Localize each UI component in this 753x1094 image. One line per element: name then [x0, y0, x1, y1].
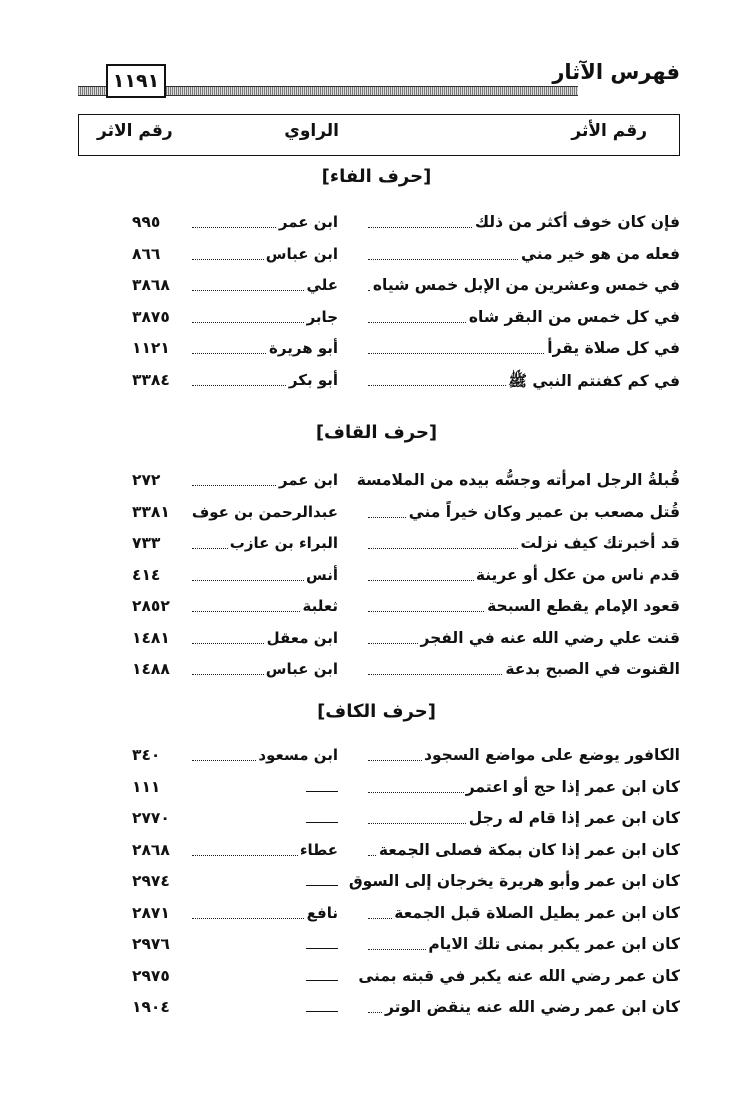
entry-narrator: البراء بن عازب: [229, 534, 338, 552]
entry-narrator: نافع: [306, 903, 338, 922]
section-heading: [حرف الفاء]: [321, 166, 432, 187]
entry-number: ٢٨٦٨: [132, 840, 170, 859]
entry-narrator: ابن عمر: [278, 471, 338, 489]
entry-number: ٣٨٦٨: [132, 276, 170, 294]
entry-narrator: ابن معقل: [266, 628, 338, 647]
entry-number: ١٤٨٨: [132, 660, 170, 678]
index-entry: [78, 838, 680, 866]
entry-number: ١١١: [132, 777, 161, 796]
column-header-number: رقم الاثر: [97, 121, 173, 141]
index-entry: [78, 743, 680, 771]
entry-number: ٢٨٧١: [132, 903, 170, 922]
entry-text: كان ابن عمر إذا حج أو اعتمر: [465, 777, 680, 796]
entry-text: كان ابن عمر رضي الله عنه ينقض الوتر: [384, 998, 680, 1016]
entry-number: ٢٨٥٢: [132, 597, 170, 615]
column-header-row: [78, 114, 680, 156]
page-header: [78, 56, 680, 98]
entry-text: في كل خمس من البقر شاه: [468, 307, 680, 326]
index-entry: [78, 964, 680, 992]
entry-number: ٩٩٥: [132, 213, 161, 231]
entry-narrator: أبو هريرة: [269, 339, 338, 357]
index-entry: [78, 563, 680, 591]
entry-number: ٢٩٧٦: [132, 935, 170, 953]
entry-text: قُتل مصعب بن عمير وكان خيراً مني: [408, 502, 680, 521]
page-number: ١١٩١: [106, 64, 166, 98]
section-heading: [حرف الكاف]: [317, 701, 436, 722]
same-narrator-dash: [306, 980, 338, 981]
entry-narrator: ابن مسعود: [258, 746, 338, 764]
entry-number: ٧٣٣: [132, 534, 161, 552]
running-title: فهرس الآثار: [552, 60, 680, 84]
entry-number: ٢٩٧٤: [132, 872, 170, 890]
entry-text: كان ابن عمر وأبو هريرة يخرجان إلى السوق: [348, 872, 680, 890]
entry-number: ٣٣٨٤: [132, 370, 170, 389]
entry-text: قعود الإمام يقطع السبحة: [487, 597, 680, 615]
entry-number: ٢٩٧٥: [132, 966, 170, 985]
entry-narrator: عطاء: [299, 840, 338, 859]
entry-narrator: ثعلبة: [302, 597, 338, 615]
entry-number: ١١٢١: [132, 339, 170, 357]
entry-number: ٣٣٨١: [132, 502, 170, 521]
index-entry: [78, 468, 680, 496]
index-entry: [78, 273, 680, 301]
index-entry: [78, 210, 680, 238]
entry-text: فعله من هو خير مني: [521, 244, 680, 263]
entry-text: قدم ناس من عكل أو عرينة: [475, 565, 680, 584]
entry-narrator: عبدالرحمن بن عوف: [191, 502, 338, 521]
entry-text: قُبلةُ الرجل امرأته وجسُّه بيده من الملامسة: [356, 471, 680, 489]
entry-number: ٤١٤: [132, 565, 161, 584]
index-entry: [78, 657, 680, 685]
index-entry: [78, 368, 680, 396]
entry-text: قد أخبرتك كيف نزلت: [520, 534, 680, 552]
index-entry: [78, 500, 680, 528]
entry-text: القنوت في الصبح بدعة: [505, 660, 680, 678]
entry-text: كان ابن عمر إذا قام له رجل: [468, 809, 680, 827]
index-entry: [78, 305, 680, 333]
entry-narrator: ابن عباس: [265, 660, 338, 678]
entry-text: قنت علي رضي الله عنه في الفجر: [420, 628, 680, 647]
entry-narrator: أنس: [306, 565, 338, 584]
same-narrator-dash: [306, 948, 338, 949]
entry-narrator: جابر: [306, 307, 338, 326]
entry-number: ٣٤٠: [132, 746, 161, 764]
index-entry: [78, 869, 680, 897]
entry-number: ١٤٨١: [132, 628, 170, 647]
column-header-text: رقم الأثر: [571, 121, 647, 141]
entry-narrator: ابن عباس: [265, 244, 338, 263]
entry-text: كان ابن عمر يطيل الصلاة قبل الجمعة: [394, 903, 680, 922]
same-narrator-dash: [306, 791, 338, 792]
same-narrator-dash: [306, 822, 338, 823]
index-entry: [78, 242, 680, 270]
entry-text: في خمس وعشرين من الإبل خمس شياه: [372, 276, 680, 294]
entry-text: كان ابن عمر يكبر بمنى تلك الايام: [428, 935, 680, 953]
entry-number: ١٩٠٤: [132, 998, 170, 1016]
entry-text: في كل صلاة يقرأ: [547, 339, 680, 357]
column-header-narrator: الراوي: [284, 121, 339, 141]
index-entry: [78, 995, 680, 1023]
index-entry: [78, 626, 680, 654]
entry-number: ٣٨٧٥: [132, 307, 170, 326]
entry-narrator: أبو بكر: [288, 370, 338, 389]
entry-text: الكافور يوضع على مواضع السجود: [424, 746, 680, 764]
index-entry: [78, 594, 680, 622]
index-entry: [78, 806, 680, 834]
entry-text: في كم كفنتم النبي ﷺ: [506, 371, 680, 394]
index-entry: [78, 531, 680, 559]
same-narrator-dash: [306, 1011, 338, 1012]
index-entry: [78, 932, 680, 960]
index-entry: [78, 901, 680, 929]
entry-narrator: علي: [306, 276, 338, 294]
entry-number: ٢٧٧٠: [132, 809, 170, 827]
section-heading: [حرف القاف]: [315, 422, 438, 443]
entry-narrator: ابن عمر: [278, 213, 338, 231]
entry-number: ٢٧٢: [132, 471, 161, 489]
index-entry: [78, 775, 680, 803]
entry-text: كان عمر رضي الله عنه يكبر في قبته بمنى: [358, 966, 680, 985]
entry-text: كان ابن عمر إذا كان بمكة فصلى الجمعة: [378, 840, 680, 859]
same-narrator-dash: [306, 885, 338, 886]
index-entry: [78, 336, 680, 364]
entry-text: فإن كان خوف أكثر من ذلك: [474, 213, 680, 231]
entry-number: ٨٦٦: [132, 244, 161, 263]
